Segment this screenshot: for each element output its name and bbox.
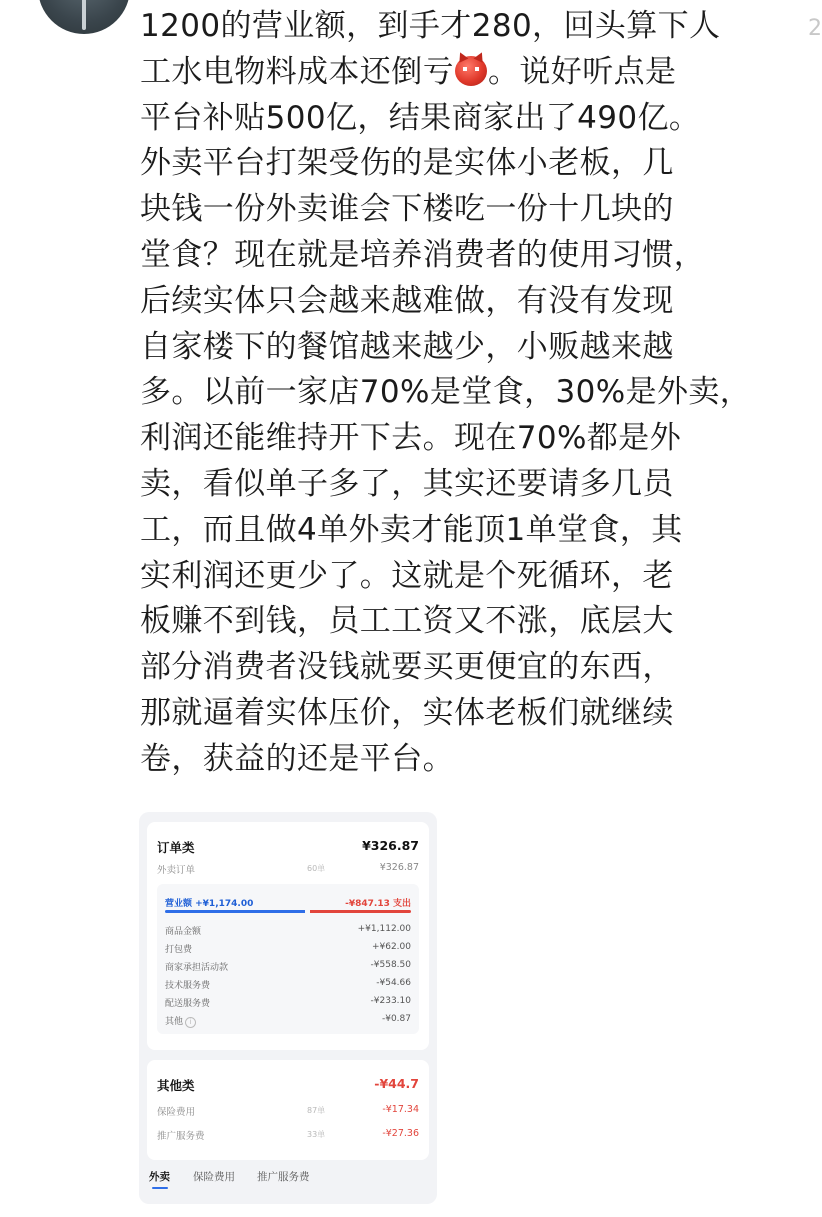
other-section-title: 其他类	[157, 1078, 195, 1093]
post-line: 那就逼着实体压价，实体老板们就继续	[140, 694, 674, 731]
post-line: 外卖平台打架受伤的是实体小老板，几	[140, 145, 674, 182]
other-item-row[interactable]	[157, 1128, 419, 1144]
breakdown-row	[165, 996, 411, 1010]
post-line	[140, 50, 750, 96]
post-line: 工，而且做4单外卖才能顶1单堂食，其	[140, 511, 683, 548]
breakdown-row	[165, 924, 411, 938]
tab-delivery[interactable]: 外卖	[149, 1171, 170, 1183]
post-line: 板赚不到钱，员工工资又不涨，底层大	[140, 603, 674, 640]
post-line: 1200的营业额，到手才280，回头算下人	[140, 8, 721, 44]
post-line-part: 工水电物料成本还倒亏	[140, 53, 454, 90]
post-line: 利润还能维持开下去。现在70%都是外	[140, 420, 682, 457]
revenue-label: 营业额 +¥1,174.00	[165, 899, 254, 909]
breakdown-label: 商家承担活动款	[165, 963, 229, 973]
angry-devil-emoji-icon	[455, 56, 487, 86]
side-mark: 2	[808, 16, 822, 41]
breakdown-label-wrap	[165, 1014, 196, 1028]
statement-screenshot[interactable]	[139, 812, 437, 1204]
avatar-figure	[82, 0, 86, 30]
revenue-expense-bar	[165, 896, 411, 914]
delivery-orders-label: 外卖订单	[157, 865, 196, 876]
tab-insurance[interactable]: 保险费用	[193, 1171, 235, 1183]
other-section-total: -¥44.7	[374, 1076, 419, 1091]
breakdown-value: +¥1,112.00	[357, 924, 411, 934]
revenue-bar	[165, 910, 305, 913]
expense-label: -¥847.13 支出	[345, 899, 411, 909]
breakdown-label: 配送服务费	[165, 999, 211, 1009]
other-section-card	[147, 1060, 429, 1160]
order-section-card	[147, 822, 429, 1050]
breakdown-value: -¥233.10	[370, 996, 411, 1006]
post-line: 堂食？现在就是培养消费者的使用习惯，	[140, 236, 706, 273]
post-line: 部分消费者没钱就要买更便宜的东西，	[140, 649, 674, 686]
post-line: 平台补贴500亿，结果商家出了490亿。	[140, 99, 701, 136]
statement-tabs	[149, 1169, 427, 1195]
order-section-total: ¥326.87	[362, 838, 419, 853]
breakdown-row	[165, 960, 411, 974]
delivery-orders-row[interactable]	[157, 862, 419, 878]
info-icon[interactable]: i	[185, 1017, 196, 1028]
breakdown-label: 技术服务费	[165, 981, 211, 991]
other-item-label: 保险费用	[157, 1107, 196, 1118]
other-item-count: 33单	[307, 1130, 326, 1139]
breakdown-label: 打包费	[165, 945, 193, 955]
breakdown-row	[165, 978, 411, 992]
post-line: 卷，获益的还是平台。	[140, 740, 454, 777]
post-line: 后续实体只会越来越难做，有没有发现	[140, 282, 674, 319]
expense-bar	[310, 910, 411, 913]
active-tab-indicator	[152, 1187, 168, 1189]
breakdown-value: -¥0.87	[381, 1014, 411, 1024]
post-line: 块钱一份外卖谁会下楼吃一份十几块的	[140, 191, 674, 228]
breakdown-label: 商品金额	[165, 927, 202, 937]
post-line: 多。以前一家店70%是堂食，30%是外卖，	[140, 374, 752, 411]
other-item-value: -¥17.34	[382, 1104, 419, 1115]
order-section-title: 订单类	[157, 840, 195, 855]
post-line-part: 。说好听点是	[488, 53, 677, 90]
breakdown-row	[165, 942, 411, 956]
revenue-breakdown	[157, 884, 419, 1034]
breakdown-row	[165, 1014, 411, 1028]
breakdown-value: +¥62.00	[371, 942, 411, 952]
other-section-header	[157, 1076, 419, 1092]
tab-promotion[interactable]: 推广服务费	[257, 1171, 310, 1183]
other-item-row[interactable]	[157, 1104, 419, 1120]
other-item-label: 推广服务费	[157, 1131, 205, 1142]
post-text	[140, 4, 750, 783]
avatar[interactable]	[38, 0, 130, 34]
breakdown-value: -¥558.50	[370, 960, 411, 970]
post-line: 实利润还更少了。这就是个死循环，老	[140, 557, 674, 594]
post-line: 自家楼下的餐馆越来越少，小贩越来越	[140, 328, 674, 365]
breakdown-value: -¥54.66	[376, 978, 411, 988]
other-item-count: 87单	[307, 1106, 326, 1115]
delivery-orders-count: 60单	[307, 864, 326, 873]
delivery-orders-amount: ¥326.87	[379, 862, 419, 873]
breakdown-label: 其他	[165, 1017, 184, 1027]
order-section-header	[157, 838, 419, 854]
post-line: 卖，看似单子多了，其实还要请多几员	[140, 465, 674, 502]
other-item-value: -¥27.36	[382, 1128, 419, 1139]
